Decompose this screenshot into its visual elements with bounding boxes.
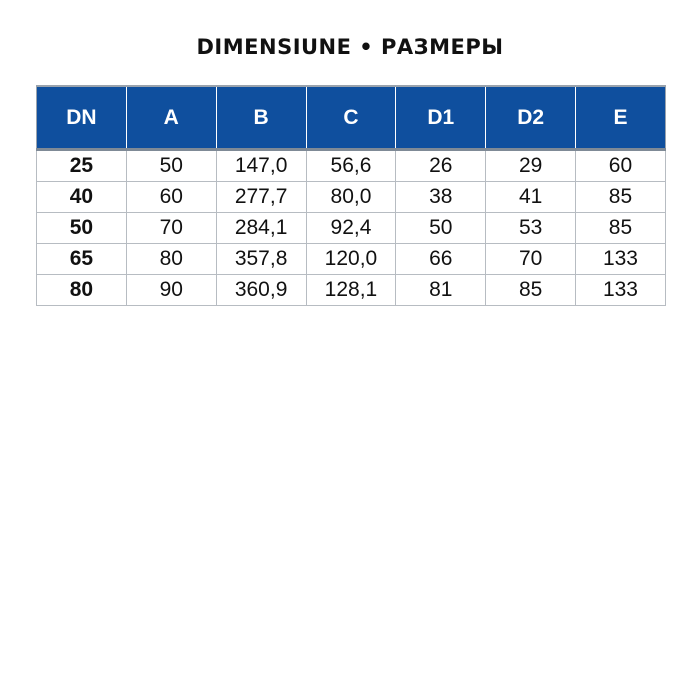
cell-dn: 25	[37, 150, 127, 182]
cell-e: 133	[576, 275, 666, 306]
cell-a: 90	[126, 275, 216, 306]
cell-b: 147,0	[216, 150, 306, 182]
cell-b: 357,8	[216, 244, 306, 275]
header-b: B	[216, 86, 306, 150]
cell-a: 50	[126, 150, 216, 182]
table-row	[37, 275, 666, 306]
cell-d2: 53	[486, 213, 576, 244]
cell-a: 70	[126, 213, 216, 244]
table-row	[37, 244, 666, 275]
cell-d2: 41	[486, 182, 576, 213]
cell-b: 360,9	[216, 275, 306, 306]
cell-c: 128,1	[306, 275, 396, 306]
table-row	[37, 213, 666, 244]
cell-dn: 40	[37, 182, 127, 213]
cell-d1: 50	[396, 213, 486, 244]
cell-c: 92,4	[306, 213, 396, 244]
cell-e: 85	[576, 182, 666, 213]
cell-d1: 38	[396, 182, 486, 213]
header-row	[37, 86, 666, 150]
cell-e: 85	[576, 213, 666, 244]
cell-c: 80,0	[306, 182, 396, 213]
cell-c: 56,6	[306, 150, 396, 182]
cell-d1: 66	[396, 244, 486, 275]
cell-a: 60	[126, 182, 216, 213]
dimensions-table	[36, 85, 666, 306]
cell-e: 60	[576, 150, 666, 182]
cell-dn: 50	[37, 213, 127, 244]
cell-dn: 80	[37, 275, 127, 306]
cell-d2: 70	[486, 244, 576, 275]
table-header	[37, 86, 666, 150]
header-a: A	[126, 86, 216, 150]
header-d1: D1	[396, 86, 486, 150]
cell-b: 284,1	[216, 213, 306, 244]
header-d2: D2	[486, 86, 576, 150]
cell-d2: 29	[486, 150, 576, 182]
cell-dn: 65	[37, 244, 127, 275]
header-dn: DN	[37, 86, 127, 150]
cell-d2: 85	[486, 275, 576, 306]
table-row	[37, 150, 666, 182]
cell-a: 80	[126, 244, 216, 275]
header-e: E	[576, 86, 666, 150]
page-title: DIMENSIUNE • РАЗМЕРЫ	[196, 35, 504, 59]
table-body	[37, 150, 666, 306]
cell-e: 133	[576, 244, 666, 275]
cell-d1: 81	[396, 275, 486, 306]
table-row	[37, 182, 666, 213]
cell-b: 277,7	[216, 182, 306, 213]
cell-d1: 26	[396, 150, 486, 182]
header-c: C	[306, 86, 396, 150]
cell-c: 120,0	[306, 244, 396, 275]
